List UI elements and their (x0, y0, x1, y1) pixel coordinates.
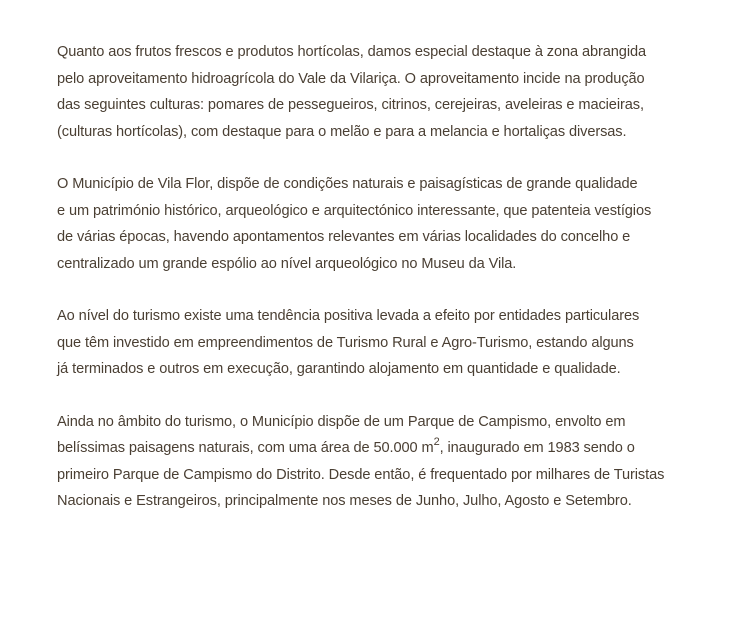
text-line: que têm investido em empreendimentos de Turismo Rural e Agro-Turismo, estando alguns (57, 334, 634, 351)
text-line: já terminados e outros em execução, garantindo alojamento em quantidade e qualidade. (57, 361, 621, 377)
text-fragment: , inaugurado em 1983 sendo o (439, 440, 635, 456)
text-line: Quanto aos frutos frescos e produtos hortícolas, damos especial destaque à zona abrangida (57, 44, 647, 60)
paragraph-heritage (57, 171, 697, 277)
text-line: Ao nível do turismo existe uma tendência positiva levada a efeito por entidades particulares (57, 308, 640, 324)
text-line: primeiro Parque de Campismo do Distrito. Desde então, é frequentado por milhares de Turistas (57, 466, 665, 483)
superscript: 2 (433, 436, 440, 449)
text-line: Nacionais e Estrangeiros, principalmente nos meses de Junho, Julho, Agosto e Setembro. (57, 493, 632, 509)
paragraph-campsite (57, 409, 697, 515)
text-line: (culturas hortícolas), com destaque para o melão e para a melancia e hortaliças diversas. (57, 123, 627, 140)
text-line: Ainda no âmbito do turismo, o Município dispõe de um Parque de Campismo, envolto em (57, 413, 626, 430)
text-line: centralizado um grande espólio ao nível arqueológico no Museu da Vila. (57, 255, 517, 272)
text-line: pelo aproveitamento hidroagrícola do Vale da Vilariça. O aproveitamento incide na produção (57, 70, 645, 87)
text-line: e um património histórico, arqueológico e arquitectónico interessante, que patenteia vestígios (57, 202, 652, 219)
paragraph-tourism (57, 303, 697, 383)
text-line: O Município de Vila Flor, dispõe de condições naturais e paisagísticas de grande qualidade (57, 176, 638, 192)
text-line-area (57, 435, 697, 462)
article-body (57, 39, 697, 541)
paragraph-agriculture (57, 39, 697, 145)
text-line: das seguintes culturas: pomares de pessegueiros, citrinos, cerejeiras, aveleiras e macieiras, (57, 97, 644, 113)
text-fragment: belíssimas paisagens naturais, com uma área de 50.000 m (57, 440, 434, 456)
text-line: de várias épocas, havendo apontamentos relevantes em várias localidades do concelho e (57, 229, 631, 245)
